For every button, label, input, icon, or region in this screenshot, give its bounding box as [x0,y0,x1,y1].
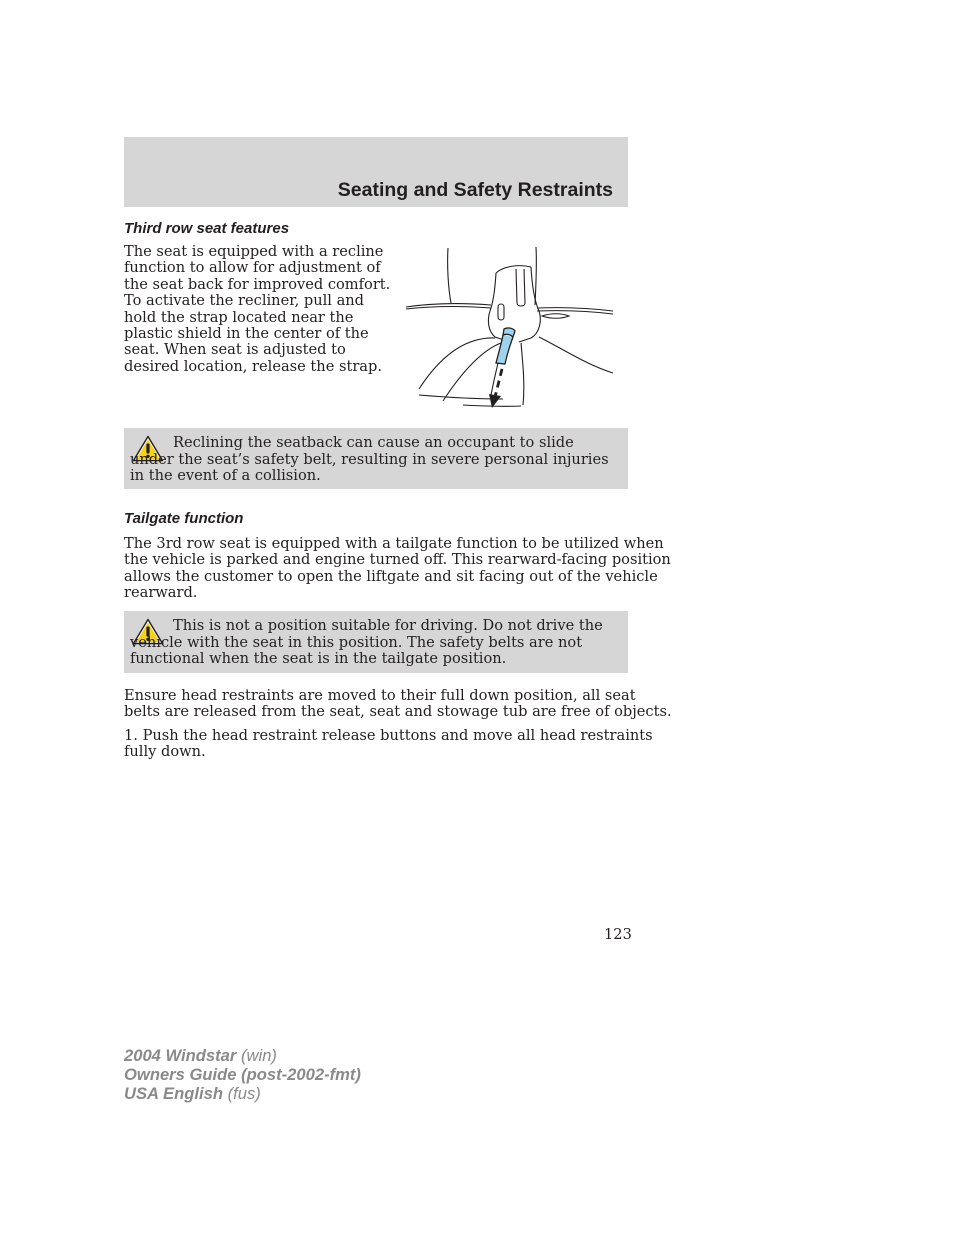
page-number: 123 [604,926,632,943]
subheading-third-row-seat-features: Third row seat features [124,220,290,237]
footer-line-guide [124,1065,361,1084]
text-line: The 3rd row seat is equipped with a tailgate function to be utilized when [124,535,664,552]
text-line: rearward. [124,584,198,602]
text-line: fully down. [124,743,206,761]
footer-vehicle: 2004 Windstar [124,1046,237,1065]
footer-language: USA English [124,1084,223,1103]
warning-box-tailgate [124,611,628,673]
step-1-paragraph [124,728,653,761]
text-line: hold the strap located near the [124,308,354,326]
text-line: Ensure head restraints are moved to their full down position, all seat [124,687,636,704]
warning-box-recline [124,428,628,489]
footer-vehicle-code: (win) [241,1046,277,1065]
warning-text: Reclining the seatback can cause an occupant to slide under the seat’s safety belt, resulting in severe personal injuries in the event of a collision. [130,434,609,485]
subheading-tailgate-function: Tailgate function [124,510,244,527]
tailgate-paragraph [124,536,671,602]
section-title: Seating and Safety Restraints [337,179,613,201]
footer-line-language [124,1084,361,1103]
text-line: the vehicle is parked and engine turned off. This rearward-facing position [124,551,671,569]
seat-recliner-strap-illustration [403,245,617,415]
text-line: function to allow for adjustment of [124,259,381,277]
recline-paragraph [124,244,390,375]
text-line: plastic shield in the center of the [124,325,369,343]
head-restraint-paragraph [124,688,672,721]
text-line: belts are released from the seat, seat and stowage tub are free of objects. [124,703,672,721]
text-line: allows the customer to open the liftgate and sit facing out of the vehicle [124,567,658,585]
text-line: the seat back for improved comfort. [124,275,391,293]
text-line: 1. Push the head restraint release buttons and move all head restraints [124,727,653,744]
warning-text: This is not a position suitable for driving. Do not drive the vehicle with the seat in this position. The safety belts are not functional when the seat is in the tailgate position. [130,617,603,668]
section-header-band [124,137,628,207]
text-line: desired location, release the strap. [124,357,382,375]
footer-line-vehicle [124,1046,361,1065]
text-line: The seat is equipped with a recline [124,243,384,260]
document-footer [124,1046,361,1103]
text-line: To activate the recliner, pull and [124,292,365,310]
footer-guide: Owners Guide (post-2002-fmt) [124,1065,361,1084]
footer-language-code: (fus) [227,1084,261,1103]
text-line: seat. When seat is adjusted to [124,341,346,359]
